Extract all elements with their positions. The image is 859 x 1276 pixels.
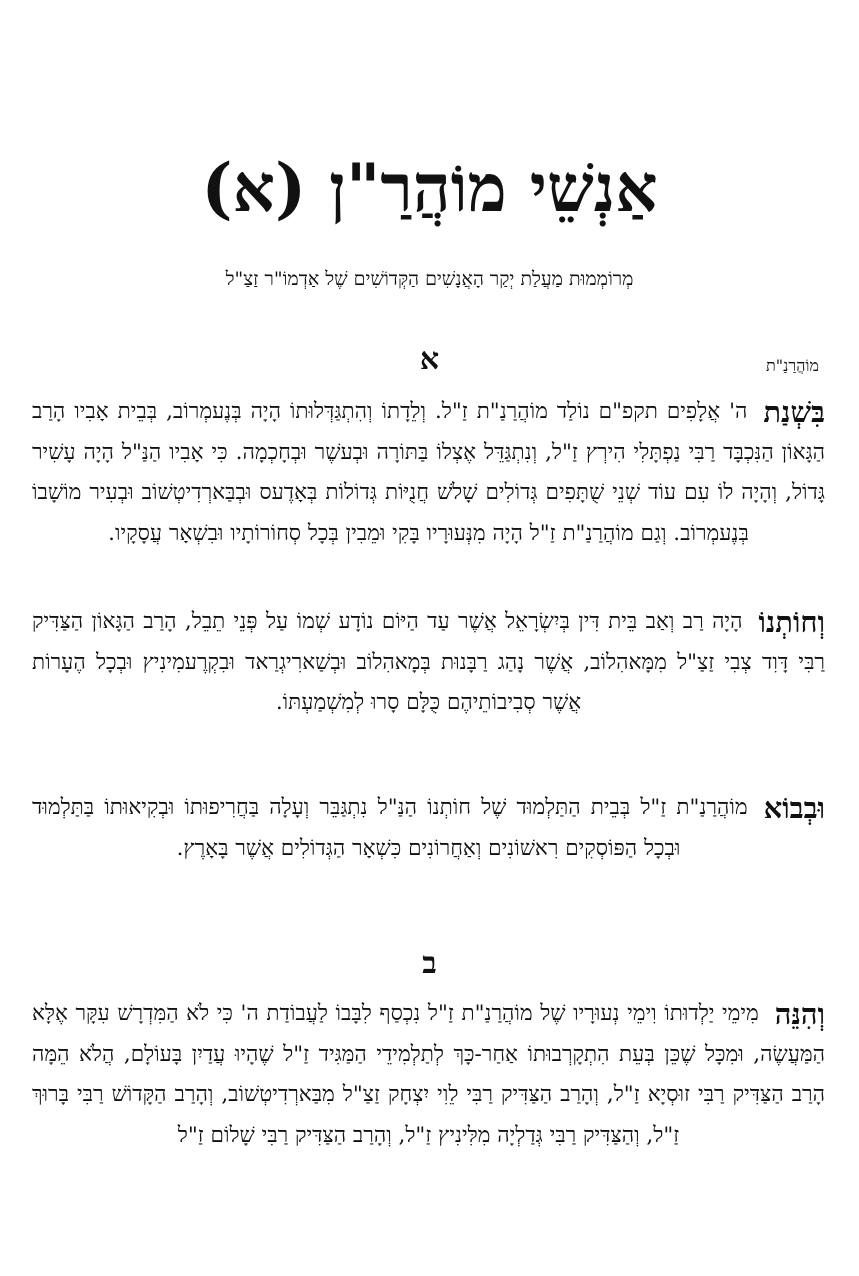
paragraph-lead-word: בִּשְׁנַת [763, 395, 825, 429]
paragraph-text: מִימֵי יַלְדוּתוֹ וִימֵי נְעוּרָיו שֶׁל מוֹהֲרַנַ"ת זַ"ל נִכְסַף לִבָּבוֹ לַעֲבוֹדַת ה' כִּי לֹא הַמִּדְרָשׁ עִקָּר אֶלָּא הַמַּעֲשֶׂה, וּמִכָּל שֶׁכֵּן בְּעֵת הִתְקָרְבוּתוֹ אַחַר-כָּךְ לְתַלְמִידֵי הַמַּגִּיד זַ"ל שֶׁהָיוּ עֲדַיִן בָּעוֹלָם, הֲלֹא הֵמָּה הָרַב הַצַּדִּיק רַבִּי זוּסְיָא זַ"ל, וְהָרַב הַצַּדִּיק רַבִּי לֵוִי יִצְחָק זַצַ"ל מִבַּארְדִיטְשׁוֹב, וְהָרַב הַקָּדוֹשׁ רַבִּי בָּרוּךְ זַ"ל, וְהַצַּדִּיק רַבִּי גְּדַלְיָה מִלִּינִיץ זַ"ל, וְהָרַב הַצַּדִּיק רַבִּי שָׁלוֹם זַ"ל [32, 1001, 825, 1148]
paragraph-lead-word: וְחוֹתְנוֹ [758, 605, 825, 639]
paragraph-lead-word: וְהִנֵּה [774, 997, 825, 1031]
page-title: אַנְשֵׁי מוֹהֲרַ"ן (א) [201, 149, 658, 227]
paragraph-text: מוֹהֲרַנַ"ת זַ"ל בְּבֵית הַתַּלְמוּד שֶׁל חוֹתְנוֹ הַנַּ"ל נִתְגַּבֵּר וְעָלָה בַּחֲרִיפוּתוֹ וּבְקִיאוּתוֹ בַּתַּלְמוּד וּבְכָל הַפּוֹסְקִים רִאשׁוֹנִים וְאַחֲרוֹנִים כִּשְׁאָר הַגְּדוֹלִים אֲשֶׁר בָּאָרֶץ. [32, 795, 748, 861]
page-subtitle: מְרוֹמְמוּת מַעֲלַת יְקַר הָאֲנָשִׁים הַקְּדוֹשִׁים שֶׁל אַדְמוֹ"ר זַצַ"ל [225, 268, 634, 290]
section-letter-1: א [419, 342, 440, 377]
margin-note: מוֹהֲרַנַ"ת [766, 356, 819, 375]
paragraph-text: הָיָה רַב וְאַב בֵּית דִּין בְּיִשְׂרָאֵל אֲשֶׁר עַד הַיּוֹם נוֹדָע שְׁמוֹ עַל פְּנֵי תֵבֵל, הָרַב הַגָּאוֹן הַצַּדִּיק רַבִּי דָּוִד צְבִי זַצַ"ל מִמָּאהִלוֹב, אֲשֶׁר נָהַג רַבָּנוּת בְּמָאהִלוֹב וּבְשַׁארִיגְרַאד וּבִקְרֶעמִינִיץ וּבְכָל הֶעָרוֹת אֲשֶׁר סְבִיבוֹתֵיהֶם כֻּלָּם סָרוּ לְמִשְׁמַעְתּוֹ. [32, 609, 825, 715]
paragraph-lead-word: וּבְבוֹא [763, 791, 825, 825]
section-letter-2: ב [422, 946, 437, 981]
paragraph-2 [32, 602, 825, 724]
paragraph-1 [32, 392, 825, 554]
paragraph-text: ה' אֲלָפִים תקפ"ם נוֹלַד מוֹהֲרַנַ"ת זַ"ל. וְלֵדָתוֹ וְהִתְגַּדְּלוּתוֹ הָיָה בְּנֶעמְרוֹב, בְּבֵית אָבִיו הָרַב הַגָּאוֹן הַנִּכְבָּד רַבִּי נַפְתָּלִי הִירְץ זַ"ל, וְנִתְגַּדֵּל אֶצְלוֹ בַּתּוֹרָה וּבְעשֶׁר וּבְחָכְמָה. כִּי אָבִיו הַנַּ"ל הָיָה עָשִׁיר גָּדוֹל, וְהָיָה לוֹ עִם עוֹד שְׁנֵי שֻׁתָּפִים גְּדוֹלִים שָׁלֹשׁ חֲנֻיּוֹת גְּדוֹלוֹת בְּאָדֶעס וּבְבַּארְדִיטְשׁוֹב וּבְעִיר מוֹשָׁבוֹ בְּנֶעמְרוֹב. וְגַם מוֹהֲרַנַ"ת זַ"ל הָיָה מִנְּעוּרָיו בָּקִי וּמֵבִין בְּכָל סְחוֹרוֹתָיו וּבִשְׁאָר עֲסָקָיו. [32, 399, 825, 546]
paragraph-3 [32, 788, 825, 869]
paragraph-4 [32, 994, 825, 1156]
